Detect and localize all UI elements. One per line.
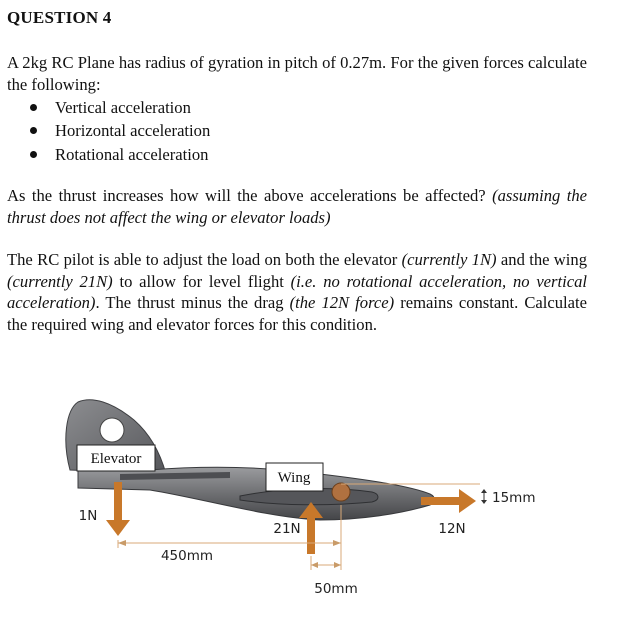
level-flight-question: The RC pilot is able to adjust the load on both the elevator (currently 1N) and the wing (currently 21N) to allow for level flight (i.e. no rotational acceleration, no vertical acceleration). The thrust minus the drag (the 12N force) remains constant. Calculate the required wing and elevator forces for this condition. (7, 250, 587, 334)
rc-plane-diagram (0, 380, 625, 631)
bullet-icon (30, 127, 37, 134)
elevator-force-label: 1N (78, 508, 98, 524)
thrust-drag-note: (the 12N force) (289, 293, 395, 312)
elevator-current: (currently 1N) (401, 250, 497, 269)
wing-force-label: 21N (273, 521, 301, 537)
dim-arrow-icon (334, 562, 341, 568)
question-heading: QUESTION 4 (7, 8, 112, 27)
thrust-force-arrowhead (459, 489, 476, 513)
dim-arrow-icon (118, 540, 126, 546)
dim-arrow-icon (311, 562, 318, 568)
centre-of-gravity-icon (332, 483, 350, 501)
wing-offset-label: 50mm (314, 581, 358, 597)
wing-label: Wing (277, 470, 311, 486)
list-item: Rotational acceleration (30, 143, 210, 166)
elevator-force-arrowhead (106, 520, 130, 536)
level-flight-condition: (i.e. no rotational acceleration, no vertical acceleration) (7, 271, 587, 312)
thrust-force-label: 12N (438, 521, 466, 537)
elevator-label: Elevator (90, 451, 142, 467)
thrust-offset-label: 15mm (492, 490, 536, 506)
bullet-icon (30, 151, 37, 158)
wing-force-shaft (307, 516, 315, 554)
problem-intro: A 2kg RC Plane has radius of gyration in pitch of 0.27m. For the given forces calculate the following: (7, 53, 587, 94)
dim-arrow-icon (333, 540, 341, 546)
elevator-force-shaft (114, 482, 122, 522)
dim-arrow-icon (481, 489, 487, 493)
wing-current: (currently 21N) (7, 271, 113, 291)
bullet-icon (30, 104, 37, 111)
list-item: Horizontal acceleration (30, 119, 210, 142)
calculation-list (30, 96, 210, 166)
tail-marking (100, 418, 124, 442)
thrust-question-text: As the thrust increases how will the above accelerations be affected? (7, 186, 486, 205)
elevator-distance-label: 450mm (160, 548, 214, 564)
thrust-question-note: (assuming the thrust does not affect the wing or elevator loads) (7, 186, 587, 227)
list-item: Vertical acceleration (30, 96, 210, 119)
dim-arrow-icon (481, 500, 487, 504)
thrust-force-shaft (421, 497, 461, 505)
thrust-question (7, 185, 587, 228)
